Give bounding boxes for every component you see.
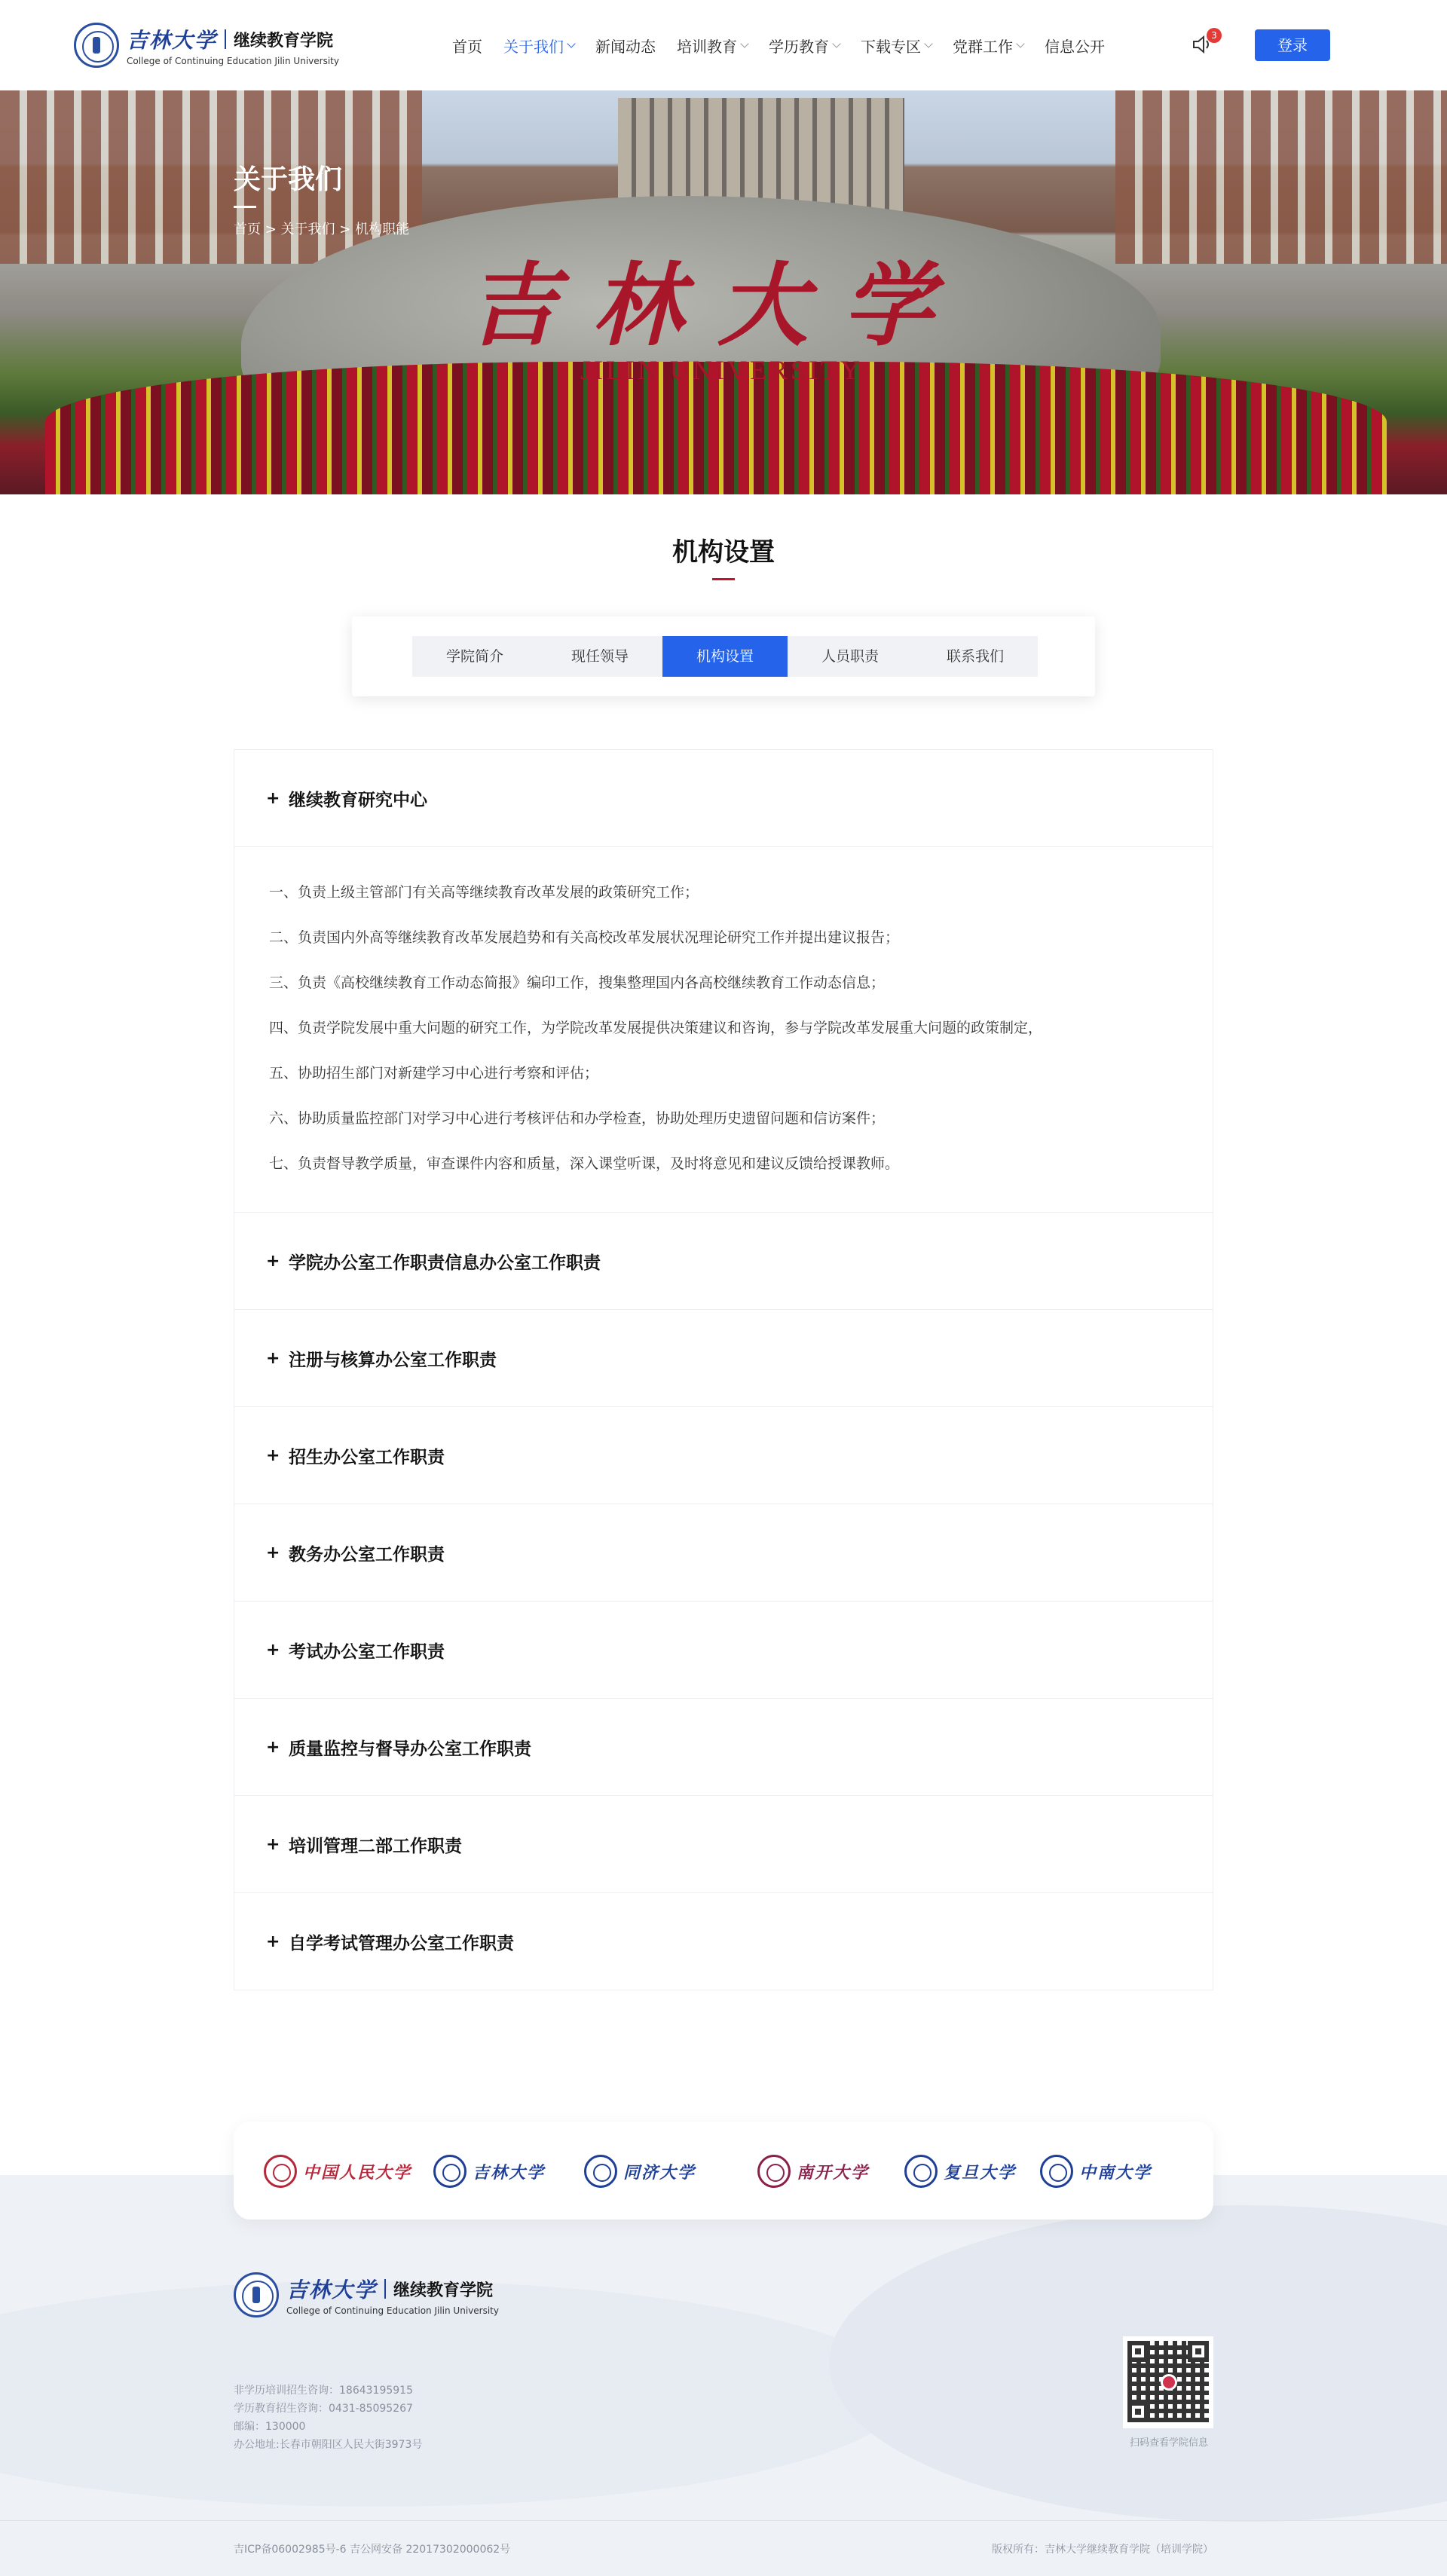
page-banner — [0, 90, 1447, 494]
partner-logo[interactable] — [433, 2152, 545, 2191]
chevron-down-icon — [740, 39, 748, 47]
plus-icon: + — [266, 788, 280, 808]
main-nav — [452, 0, 1126, 90]
tab-0[interactable]: 学院简介 — [412, 636, 537, 677]
duty-line: 二、负责国内外高等继续教育改革发展趋势和有关高校改革发展状况理论研究工作并提出建议报告； — [269, 929, 900, 946]
accordion-item — [234, 1796, 1213, 1893]
qr-finder — [1127, 2341, 1149, 2362]
accordion-item — [234, 1893, 1213, 1990]
partner-seal-icon — [757, 2155, 791, 2188]
logo-divider — [225, 29, 226, 49]
partner-seal-icon — [904, 2155, 938, 2188]
duty-line: 五、协助招生部门对新建学习中心进行考察和评估； — [269, 1065, 599, 1081]
logo-college-name: 继续教育学院 — [234, 31, 334, 50]
qr-caption: 扫码查看学院信息 — [1129, 2437, 1208, 2449]
icp-record[interactable]: 吉ICP备06002985号-6 吉公网安备 22017302000062号 — [234, 2544, 511, 2556]
plus-icon: + — [266, 1446, 280, 1465]
accordion-title: 考试办公室工作职责 — [289, 1641, 445, 1662]
plus-icon: + — [266, 1640, 280, 1660]
nav-item-7[interactable] — [1045, 35, 1105, 57]
accordion-header[interactable] — [234, 1407, 1213, 1504]
plus-icon: + — [266, 1348, 280, 1368]
accordion-title: 学院办公室工作职责信息办公室工作职责 — [289, 1253, 601, 1273]
qr-finder — [1188, 2341, 1209, 2362]
footer-divider — [0, 2520, 1447, 2521]
logo-text — [127, 24, 339, 66]
accordion-title: 继续教育研究中心 — [289, 790, 427, 810]
plus-icon: + — [266, 1834, 280, 1854]
logo-english-name: College of Continuing Education Jilin University — [127, 56, 339, 66]
nav-item-label: 培训教育 — [677, 37, 737, 56]
partner-seal-icon — [433, 2155, 467, 2188]
breadcrumb — [234, 219, 409, 238]
section-title-underline — [712, 578, 735, 580]
banner-building-right — [1115, 90, 1447, 264]
qr-code-pattern — [1127, 2341, 1209, 2422]
sub-nav-tabs — [412, 636, 1038, 677]
footer-logo-text — [286, 2274, 499, 2316]
plus-icon: + — [266, 1251, 280, 1271]
footer-logo-college-name: 继续教育学院 — [393, 2281, 494, 2300]
partner-name: 复旦大学 — [944, 2162, 1017, 2183]
footer-logo-english-name: College of Continuing Education Jilin University — [286, 2305, 499, 2316]
site-header — [0, 0, 1447, 90]
nav-item-2[interactable] — [595, 35, 656, 57]
qr-center-logo — [1161, 2374, 1177, 2391]
partner-name: 中国人民大学 — [303, 2162, 412, 2183]
banner-title-underline — [234, 206, 256, 208]
footer-logo[interactable] — [234, 2272, 499, 2317]
plus-icon: + — [266, 1932, 280, 1951]
chevron-down-icon — [567, 39, 575, 47]
nav-item-label: 下载专区 — [861, 37, 921, 56]
accordion-title: 注册与核算办公室工作职责 — [289, 1350, 497, 1370]
accordion-title: 自学考试管理办公室工作职责 — [289, 1933, 514, 1953]
footer-contact-info — [234, 2382, 422, 2454]
nav-item-label: 党群工作 — [953, 37, 1013, 56]
contact-address: 办公地址:长春市朝阳区人民大街3973号 — [234, 2439, 423, 2451]
copyright: 版权所有：吉林大学继续教育学院（培训学院） — [992, 2544, 1213, 2556]
accordion-title: 培训管理二部工作职责 — [289, 1836, 462, 1856]
duty-line: 一、负责上级主管部门有关高等继续教育改革发展的政策研究工作； — [269, 884, 699, 901]
contact-training-phone: 非学历培训招生咨询：18643195915 — [234, 2385, 413, 2397]
breadcrumb-separator: > — [339, 222, 351, 237]
accordion-item — [234, 1504, 1213, 1602]
partner-logo[interactable] — [264, 2152, 411, 2191]
chevron-down-icon — [832, 39, 840, 47]
partner-universities-strip — [234, 2122, 1213, 2220]
plus-icon: + — [266, 1543, 280, 1562]
duty-line: 七、负责督导教学质量，审查课件内容和质量，深入课堂听课，及时将意见和建议反馈给授课教师。 — [269, 1155, 900, 1172]
tab-2[interactable]: 机构设置 — [662, 636, 788, 677]
partner-seal-icon — [584, 2155, 617, 2188]
partner-logo[interactable] — [904, 2152, 1016, 2191]
nav-item-label: 关于我们 — [503, 37, 564, 56]
accordion-item — [234, 750, 1213, 1213]
breadcrumb-separator: > — [265, 222, 277, 237]
accordion-header[interactable] — [234, 1893, 1213, 1990]
site-logo[interactable] — [74, 21, 339, 69]
university-emblem-icon — [74, 23, 119, 68]
accordion-header[interactable] — [234, 1213, 1213, 1309]
duty-line: 四、负责学院发展中重大问题的研究工作，为学院改革发展提供决策建议和咨询，参与学院改革发展重大问题的政策制定， — [269, 1020, 1043, 1036]
nav-item-4[interactable] — [769, 35, 840, 57]
accordion-body — [234, 846, 1213, 1212]
tabs-card — [352, 616, 1095, 696]
accordion-title: 招生办公室工作职责 — [289, 1447, 445, 1467]
nav-item-0[interactable] — [452, 35, 482, 57]
accordion-title: 教务办公室工作职责 — [289, 1544, 445, 1565]
duty-line: 三、负责《高校继续教育工作动态简报》编印工作，搜集整理国内各高校继续教育工作动态信息； — [269, 974, 886, 991]
partner-name: 同济大学 — [623, 2162, 696, 2183]
accordion-header[interactable] — [234, 1310, 1213, 1406]
department-accordion — [234, 749, 1213, 1990]
partner-seal-icon — [1040, 2155, 1073, 2188]
nav-item-label: 信息公开 — [1045, 37, 1105, 56]
nav-item-label: 首页 — [452, 37, 482, 56]
qr-finder — [1127, 2401, 1149, 2422]
partner-name: 南开大学 — [797, 2162, 870, 2183]
partner-name: 吉林大学 — [473, 2162, 546, 2183]
nav-item-5[interactable] — [861, 35, 932, 57]
accordion-header[interactable] — [234, 1699, 1213, 1795]
footer-logo-script: 吉林大学 — [286, 2278, 378, 2302]
rock-inscription-english: JILIN UNIVERSITY — [580, 355, 863, 385]
accordion-header[interactable] — [234, 750, 1213, 846]
university-emblem-icon — [234, 2272, 279, 2317]
rock-inscription: 吉林大学 — [467, 252, 968, 359]
accordion-title: 质量监控与督导办公室工作职责 — [289, 1739, 531, 1759]
breadcrumb-about[interactable]: 关于我们 — [280, 222, 335, 237]
footer-logo-divider — [384, 2279, 386, 2299]
chevron-down-icon — [1016, 39, 1024, 47]
nav-item-6[interactable] — [953, 35, 1023, 57]
tab-3[interactable]: 人员职责 — [788, 636, 913, 677]
partner-logo[interactable] — [757, 2152, 869, 2191]
banner-title: 关于我们 — [234, 164, 343, 195]
accordion-item — [234, 1407, 1213, 1504]
login-button[interactable]: 登录 — [1255, 29, 1330, 61]
partner-logo[interactable] — [584, 2152, 696, 2191]
accordion-item — [234, 1213, 1213, 1310]
qr-code — [1123, 2336, 1213, 2428]
nav-item-3[interactable] — [677, 35, 748, 57]
section-title: 机构设置 — [672, 537, 775, 568]
breadcrumb-current: 机构职能 — [355, 222, 410, 237]
tab-1[interactable]: 现任领导 — [537, 636, 662, 677]
duty-line: 六、协助质量监控部门对学习中心进行考核评估和办学检查，协助处理历史遗留问题和信访案件； — [269, 1110, 886, 1127]
nav-item-1[interactable] — [503, 35, 574, 57]
accordion-item — [234, 1310, 1213, 1407]
nav-item-label: 学历教育 — [769, 37, 829, 56]
accordion-header[interactable] — [234, 1602, 1213, 1698]
contact-postcode: 邮编：130000 — [234, 2421, 306, 2433]
chevron-down-icon — [924, 39, 932, 47]
partner-logo[interactable] — [1040, 2152, 1152, 2191]
nav-item-label: 新闻动态 — [595, 37, 656, 56]
breadcrumb-home[interactable]: 首页 — [234, 222, 261, 237]
logo-script: 吉林大学 — [127, 28, 218, 53]
accordion-item — [234, 1602, 1213, 1699]
tab-4[interactable]: 联系我们 — [913, 636, 1038, 677]
footer — [0, 2175, 1447, 2576]
notification-badge: 3 — [1207, 28, 1222, 43]
accordion-item — [234, 1699, 1213, 1796]
accordion-header[interactable] — [234, 1504, 1213, 1601]
contact-degree-phone: 学历教育招生咨询：0431-85095267 — [234, 2403, 413, 2415]
accordion-header[interactable] — [234, 1796, 1213, 1892]
partner-name: 中南大学 — [1079, 2162, 1152, 2183]
partner-seal-icon — [264, 2155, 297, 2188]
plus-icon: + — [266, 1737, 280, 1757]
